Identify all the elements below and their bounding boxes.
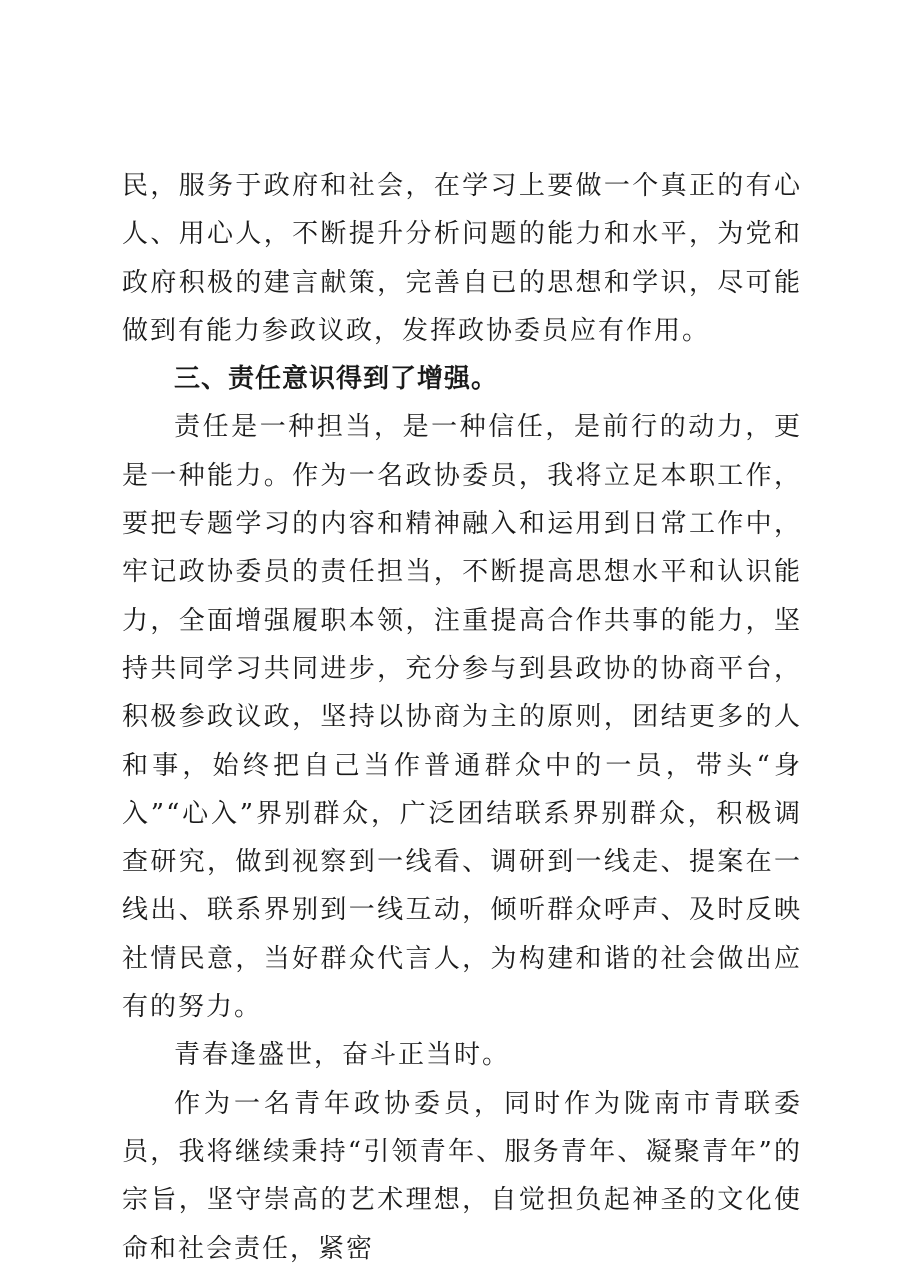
section-heading: 三、责任意识得到了增强。 [174, 364, 499, 395]
paragraph-responsibility: 责任是一种担当，是一种信任，是前行的动力，更是一种能力。作为一名政协委员，我将立足本职工作，要把专题学习的内容和精神融入和运用到日常工作中，牢记政协委员的责任担当，不断提高思想水平和认识能力，全面增强履职本领，注重提高合作共事的能力，坚持共同学习共同进步，充分参与到县政协的协商平台，积极参政议政，坚持以协商为主的原则，团结更多的人和事，始终把自己当作普通群众中的一员，带头“身入”“心入”界别群众，广泛团结联系界别群众，积极调查研究，做到视察到一线看、调研到一线走、提案在一线出、联系界别到一线互动，倾听群众呼声、及时反映社情民意，当好群众代言人，为构建和谐的社会做出应有的努力。 [122, 412, 802, 1023]
document-body [122, 162, 802, 1273]
paragraph-youth-motto: 青春逢盛世，奋斗正当时。 [174, 1040, 511, 1071]
paragraph-continuation: 民，服务于政府和社会，在学习上要做一个真正的有心人、用心人，不断提升分析问题的能力和水平，为党和政府积极的建言献策，完善自已的思想和学识，尽可能做到有能力参政议政，发挥政协委员应有作用。 [122, 171, 802, 346]
paragraph-youth-member: 作为一名青年政协委员，同时作为陇南市青联委员，我将继续秉持“引领青年、服务青年、凝聚青年”的宗旨，坚守崇高的艺术理想，自觉担负起神圣的文化使命和社会责任，紧密 [122, 1088, 802, 1264]
